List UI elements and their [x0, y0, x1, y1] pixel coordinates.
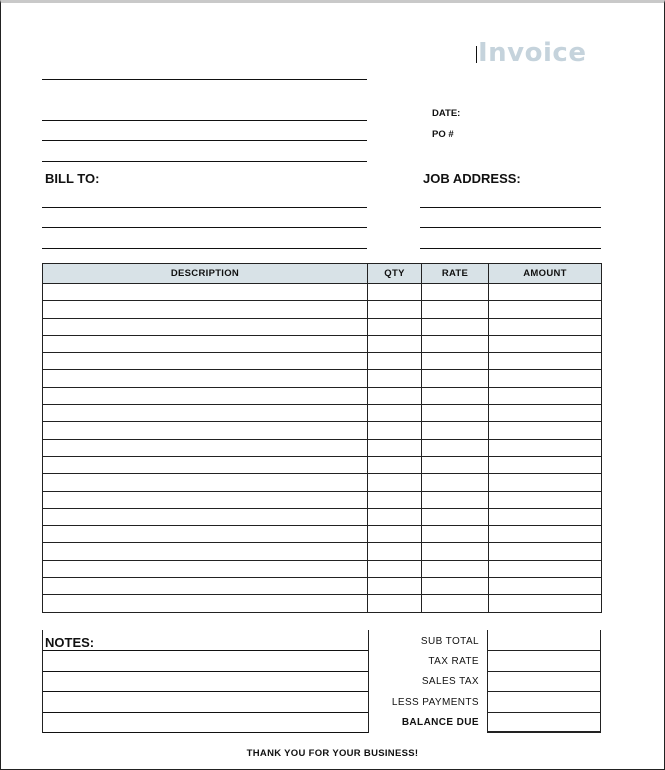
bill-to-line-1[interactable]	[42, 207, 367, 208]
sales-tax-field[interactable]	[488, 691, 600, 692]
tax-rate-label: TAX RATE	[428, 656, 479, 667]
qty-cell[interactable]	[368, 387, 422, 404]
description-cell[interactable]	[43, 543, 368, 560]
column-header-qty: QTY	[368, 264, 422, 284]
description-cell[interactable]	[43, 578, 368, 595]
table-row	[43, 474, 602, 491]
description-cell[interactable]	[43, 508, 368, 525]
description-cell[interactable]	[43, 370, 368, 387]
amount-cell[interactable]	[489, 335, 602, 352]
qty-cell[interactable]	[368, 284, 422, 301]
qty-cell[interactable]	[368, 491, 422, 508]
amount-cell[interactable]	[489, 439, 602, 456]
rate-cell[interactable]	[422, 335, 489, 352]
company-line-1[interactable]	[42, 79, 367, 80]
amount-cell[interactable]	[489, 543, 602, 560]
balance-due-label: BALANCE DUE	[401, 717, 479, 728]
amount-cell[interactable]	[489, 284, 602, 301]
po-label: PO #	[432, 129, 454, 140]
amount-cell[interactable]	[489, 353, 602, 370]
notes-line-5[interactable]	[43, 732, 368, 733]
amount-cell[interactable]	[489, 422, 602, 439]
balance-due-field[interactable]	[488, 731, 600, 732]
bill-to-label: BILL TO:	[45, 171, 100, 186]
date-label: DATE:	[432, 108, 461, 119]
rate-cell[interactable]	[422, 422, 489, 439]
items-table	[42, 263, 602, 613]
description-cell[interactable]	[43, 284, 368, 301]
table-row	[43, 578, 602, 595]
rate-cell[interactable]	[422, 405, 489, 422]
amount-cell[interactable]	[489, 370, 602, 387]
qty-cell[interactable]	[368, 405, 422, 422]
description-cell[interactable]	[43, 422, 368, 439]
amount-cell[interactable]	[489, 456, 602, 473]
qty-cell[interactable]	[368, 370, 422, 387]
description-cell[interactable]	[43, 439, 368, 456]
job-address-line-3[interactable]	[420, 248, 601, 249]
description-cell[interactable]	[43, 456, 368, 473]
description-cell[interactable]	[43, 387, 368, 404]
invoice-title: Invoice	[478, 38, 587, 68]
notes-line-4[interactable]	[43, 712, 368, 713]
job-address-line-1[interactable]	[420, 207, 601, 208]
notes-line-3[interactable]	[43, 691, 368, 692]
amount-cell[interactable]	[489, 560, 602, 577]
rate-cell[interactable]	[422, 387, 489, 404]
rate-cell[interactable]	[422, 301, 489, 318]
table-row	[43, 284, 602, 301]
qty-cell[interactable]	[368, 353, 422, 370]
description-cell[interactable]	[43, 595, 368, 612]
amount-cell[interactable]	[489, 474, 602, 491]
description-cell[interactable]	[43, 560, 368, 577]
amount-cell[interactable]	[489, 318, 602, 335]
qty-cell[interactable]	[368, 301, 422, 318]
rate-cell[interactable]	[422, 560, 489, 577]
less-payments-label: LESS PAYMENTS	[391, 697, 479, 708]
description-cell[interactable]	[43, 491, 368, 508]
table-row	[43, 595, 602, 612]
qty-cell[interactable]	[368, 578, 422, 595]
table-row	[43, 560, 602, 577]
column-header-rate: RATE	[422, 264, 489, 284]
rate-cell[interactable]	[422, 508, 489, 525]
rate-cell[interactable]	[422, 456, 489, 473]
items-header-row	[43, 264, 602, 284]
less-payments-field[interactable]	[488, 712, 600, 713]
summary-values-box	[487, 630, 601, 733]
table-row	[43, 301, 602, 318]
job-address-line-2[interactable]	[420, 227, 601, 228]
rate-cell[interactable]	[422, 353, 489, 370]
rate-cell[interactable]	[422, 439, 489, 456]
rate-cell[interactable]	[422, 491, 489, 508]
bill-to-line-3[interactable]	[42, 248, 367, 249]
notes-line-2[interactable]	[43, 671, 368, 672]
table-row	[43, 335, 602, 352]
table-row	[43, 439, 602, 456]
table-row	[43, 405, 602, 422]
qty-cell[interactable]	[368, 422, 422, 439]
description-cell[interactable]	[43, 474, 368, 491]
table-row	[43, 422, 602, 439]
description-cell[interactable]	[43, 335, 368, 352]
amount-cell[interactable]	[489, 578, 602, 595]
qty-cell[interactable]	[368, 560, 422, 577]
table-row	[43, 526, 602, 543]
table-row	[43, 456, 602, 473]
description-cell[interactable]	[43, 301, 368, 318]
company-line-2[interactable]	[42, 120, 367, 121]
description-cell[interactable]	[43, 353, 368, 370]
company-line-4[interactable]	[42, 161, 367, 162]
sales-tax-label: SALES TAX	[421, 676, 479, 687]
qty-cell[interactable]	[368, 543, 422, 560]
items-body	[43, 284, 602, 613]
subtotal-field[interactable]	[488, 650, 600, 651]
qty-cell[interactable]	[368, 439, 422, 456]
table-row	[43, 318, 602, 335]
qty-cell[interactable]	[368, 335, 422, 352]
amount-cell[interactable]	[489, 387, 602, 404]
amount-cell[interactable]	[489, 301, 602, 318]
column-header-description: DESCRIPTION	[43, 264, 368, 284]
rate-cell[interactable]	[422, 595, 489, 612]
rate-cell[interactable]	[422, 578, 489, 595]
notes-line-1[interactable]	[43, 650, 368, 651]
table-row	[43, 370, 602, 387]
description-cell[interactable]	[43, 318, 368, 335]
qty-cell[interactable]	[368, 526, 422, 543]
thank-you-footer: THANK YOU FOR YOUR BUSINESS!	[246, 748, 419, 759]
rate-cell[interactable]	[422, 284, 489, 301]
amount-cell[interactable]	[489, 595, 602, 612]
amount-cell[interactable]	[489, 508, 602, 525]
table-row	[43, 353, 602, 370]
amount-cell[interactable]	[489, 491, 602, 508]
qty-cell[interactable]	[368, 456, 422, 473]
subtotal-label: SUB TOTAL	[420, 636, 479, 647]
rate-cell[interactable]	[422, 474, 489, 491]
notes-box	[42, 630, 369, 733]
description-cell[interactable]	[43, 405, 368, 422]
tax-rate-field[interactable]	[488, 671, 600, 672]
amount-cell[interactable]	[489, 526, 602, 543]
rate-cell[interactable]	[422, 543, 489, 560]
notes-label: NOTES:	[45, 635, 95, 650]
qty-cell[interactable]	[368, 595, 422, 612]
table-row	[43, 387, 602, 404]
column-header-amount: AMOUNT	[489, 264, 602, 284]
description-cell[interactable]	[43, 526, 368, 543]
rate-cell[interactable]	[422, 318, 489, 335]
bill-to-line-2[interactable]	[42, 227, 367, 228]
rate-cell[interactable]	[422, 370, 489, 387]
company-line-3[interactable]	[42, 140, 367, 141]
text-cursor	[476, 46, 477, 63]
rate-cell[interactable]	[422, 526, 489, 543]
job-address-label: JOB ADDRESS:	[423, 171, 521, 186]
qty-cell[interactable]	[368, 474, 422, 491]
qty-cell[interactable]	[368, 508, 422, 525]
table-row	[43, 508, 602, 525]
qty-cell[interactable]	[368, 318, 422, 335]
table-row	[43, 491, 602, 508]
summary-labels	[367, 630, 488, 733]
table-row	[43, 543, 602, 560]
amount-cell[interactable]	[489, 405, 602, 422]
